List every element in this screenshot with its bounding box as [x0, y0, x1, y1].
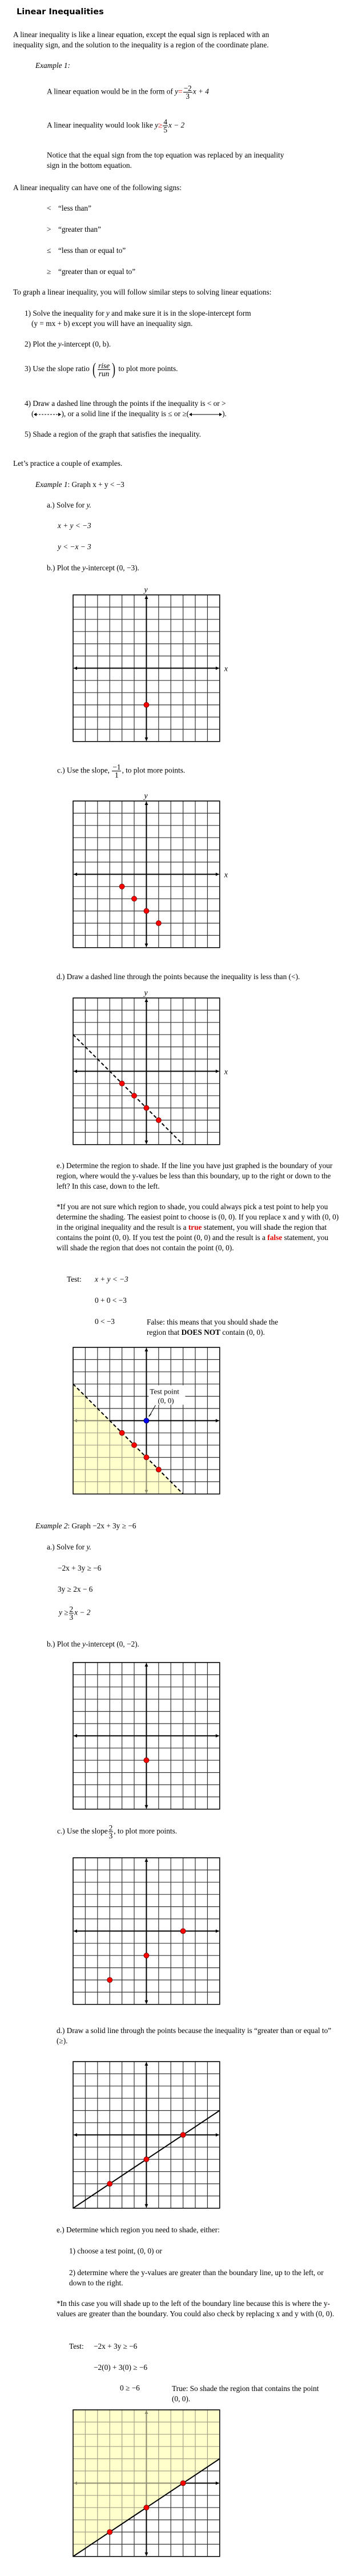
plotted-point	[132, 896, 137, 901]
x-axis-label: x	[224, 871, 228, 880]
equation-fraction	[183, 84, 192, 100]
y-axis-arrow-up-icon	[144, 1858, 148, 1862]
ex2-eq3-num: 2	[69, 1605, 74, 1613]
boundary-line	[73, 1035, 183, 1145]
ex2-step-a	[47, 1543, 91, 1552]
intro-paragraph: A linear inequality is like a linear equation, except the equal sign is replaced with an inequality sign, and the solution to the inequality is a region of the coordinate plane.	[13, 30, 270, 49]
y-axis-arrow-up-icon	[144, 1348, 148, 1351]
linear-inequality-example	[47, 118, 184, 134]
ex2-eq3-lhs: y ≥	[59, 1608, 69, 1617]
inequality-rest: x − 2	[168, 120, 185, 130]
step-3-text-a: 3) Use the slope ratio	[25, 364, 90, 373]
inequality-text: A linear inequality would look like	[47, 120, 153, 130]
step-1-text-b: and make sure it is in the slope-intercept form	[111, 309, 251, 317]
y-axis-arrow-down-icon	[144, 944, 148, 947]
equation-lhs: y	[175, 87, 179, 96]
x-axis-arrow-left-icon	[74, 2133, 77, 2136]
sign-meaning: “greater than or equal to”	[58, 267, 136, 276]
y-axis-arrow-up-icon	[144, 595, 148, 599]
ex1-test-line2: 0 + 0 < −3	[95, 1296, 127, 1305]
page-title: Linear Inequalities	[17, 7, 104, 17]
right-paren: )	[112, 360, 116, 379]
ex2-graph-shaded	[57, 2398, 246, 2570]
ex2-c-fraction	[108, 1824, 114, 1840]
ex1-test-result-c: contain (0, 0).	[222, 1328, 265, 1337]
ex2-option-1: 1) choose a test point, (0, 0) or	[69, 2247, 162, 2255]
plotted-point	[180, 1929, 186, 1934]
ex1-heading	[35, 480, 124, 489]
test-point-coords: (0, 0)	[158, 1396, 174, 1405]
test-point-label: Test point	[150, 1387, 179, 1396]
step-2-y: y	[58, 340, 62, 348]
sign-symbol: ≤	[47, 246, 51, 255]
step-4: 4) Draw a dashed line through the points if the inequality is < or > ( ), or a solid line if the inequality is ≤ or ≥( ).	[25, 399, 227, 418]
ex2-option-2: 2) determine where the y-values are greater than the boundary line, up to the left, or down to the right.	[69, 2268, 324, 2287]
ex2-test-line1: −2x + 3y ≥ −6	[94, 2342, 138, 2350]
plotted-point	[119, 1081, 124, 1086]
ex1-step-a	[47, 501, 91, 510]
ex2-step-b	[47, 1640, 139, 1649]
ex2-c-den: 3	[108, 1832, 113, 1840]
x-axis-arrow-right-icon	[216, 1929, 219, 1933]
ex1-test-result-b: DOES NOT	[181, 1328, 220, 1337]
ex2-test-line3: 0 ≥ −6	[120, 2384, 140, 2392]
dashed-line-arrow-icon	[34, 412, 61, 417]
ex1-c-label: c.) Use the slope,	[57, 766, 110, 775]
sign-symbol: <	[47, 204, 51, 212]
step-4-text-a: 4) Draw a dashed line through the points if the inequality is < or >	[25, 399, 226, 408]
ex2-eq1: −2x + 3y ≥ −6	[58, 1564, 102, 1572]
equation-sign: =	[178, 87, 183, 96]
left-paren: (	[92, 360, 96, 379]
x-axis-arrow-right-icon	[216, 1734, 219, 1737]
y-axis-label: y	[144, 586, 148, 594]
ex2-test-result: True: So shade the region that contains the point (0, 0).	[172, 2384, 319, 2403]
x-axis-arrow-left-icon	[74, 1069, 77, 1073]
y-axis-arrow-down-icon	[144, 1141, 148, 1144]
ex2-step-c	[57, 1824, 177, 1840]
step-2-text-b: -intercept (0, b).	[61, 340, 111, 348]
ex1-step-d: d.) Draw a dashed line through the points because the inequality is less than (<).	[57, 972, 300, 981]
ex1-note-b: statement, you will shade the region that contains the point (0, 0). If you test the point (0, 0) and the result is a	[57, 1223, 327, 1242]
ex1-a-y: y.	[86, 501, 91, 509]
ex2-graph-intercept	[57, 1651, 246, 1822]
equation-numerator: −2	[183, 84, 192, 92]
ex2-c-rest: , to plot more points.	[114, 1826, 178, 1836]
ex1-graph-intercept	[57, 583, 246, 755]
ex1-c-den: 1	[115, 771, 119, 779]
ex1-test-line3: 0 < −3	[95, 1317, 115, 1326]
plotted-point	[144, 1758, 149, 1763]
ex1-a-label: a.) Solve for	[47, 501, 85, 509]
plotted-point	[180, 2481, 186, 2486]
ex2-test-label: Test:	[69, 2342, 84, 2350]
ex1-b-y: y	[82, 564, 86, 572]
ex1-c-fraction	[112, 763, 121, 779]
notice-paragraph: Notice that the equal sign from the top equation was replaced by an inequality sign in the bottom equation.	[47, 151, 284, 170]
plotted-point	[156, 1467, 161, 1472]
inequality-numerator: 4	[163, 118, 167, 126]
inequality-denominator: 5	[163, 126, 167, 134]
inequality-sign: ≥	[158, 120, 163, 130]
plotted-point	[119, 884, 124, 889]
step-1-text-c: (y = mx + b) except you will have an inequality sign.	[31, 319, 193, 328]
equation-denominator: 3	[186, 92, 190, 100]
step-2	[25, 340, 111, 349]
step-1-text-a: 1) Solve the inequality for	[25, 309, 104, 317]
x-axis-arrow-right-icon	[216, 872, 219, 876]
sign-item	[47, 267, 135, 276]
ex1-test-result	[147, 1317, 284, 1338]
y-axis-label: y	[144, 989, 148, 997]
step-1-y: y	[106, 309, 110, 317]
plotted-point	[107, 2181, 112, 2187]
ex2-a-y: y.	[86, 1543, 91, 1551]
step-4-text-c: ).	[222, 409, 227, 418]
step-2-text-a: 2) Plot the	[25, 340, 57, 348]
practice-intro: Let’s practice a couple of examples.	[13, 459, 123, 468]
plotted-point	[132, 1093, 137, 1098]
x-axis-arrow-left-icon	[74, 666, 77, 670]
ex2-eq2: 3y ≥ 2x − 6	[58, 1585, 93, 1593]
plotted-point	[144, 702, 149, 707]
ex2-b-y: y	[82, 1640, 86, 1648]
y-axis-arrow-down-icon	[144, 2553, 148, 2556]
x-axis-arrow-right-icon	[216, 2481, 219, 2485]
ex2-a-label: a.) Solve for	[47, 1543, 85, 1551]
example-label: Example 1:	[35, 61, 70, 70]
plotted-point	[119, 1430, 124, 1435]
y-axis-arrow-up-icon	[144, 802, 148, 805]
ex1-graph-dashed	[57, 987, 246, 1158]
x-axis-arrow-right-icon	[216, 666, 219, 670]
ex2-eq3	[59, 1605, 90, 1621]
ex1-heading-eq: : Graph x + y < −3	[67, 480, 124, 489]
plotted-point	[107, 1978, 112, 1983]
plotted-point	[156, 921, 161, 926]
ex2-graph-slope	[57, 1846, 246, 2018]
y-axis-label: y	[144, 792, 148, 800]
ex2-c-label: c.) Use the slope	[57, 1826, 108, 1836]
sign-symbol: ≥	[47, 267, 51, 276]
ex1-graph-slope	[57, 790, 246, 961]
ex1-graph-shaded	[57, 1336, 246, 1507]
y-axis-arrow-up-icon	[144, 2062, 148, 2066]
x-axis-arrow-left-icon	[74, 1734, 77, 1737]
step-3	[25, 361, 178, 378]
sign-item	[47, 204, 91, 213]
ex1-b-rest: -intercept (0, −3).	[85, 564, 139, 572]
plotted-point	[156, 1118, 161, 1123]
plotted-point	[180, 2132, 186, 2138]
ex1-step-b	[47, 564, 139, 573]
ex2-label: Example 2	[35, 1522, 68, 1530]
ex2-test-line2: −2(0) + 3(0) ≥ −6	[94, 2363, 148, 2372]
sign-symbol: >	[47, 225, 51, 234]
inequality-fraction	[163, 118, 168, 134]
ex1-step-e: e.) Determine the region to shade. If the line you have just graphed is the boundary of your region, where would the y-values be less than this boundary, up to the right or down to the left? In this case, down to the left.	[57, 1161, 333, 1190]
ex2-step-d: d.) Draw a solid line through the points because the inequality is “greater than or equal to” (≥).	[57, 2026, 332, 2045]
x-axis-arrow-left-icon	[74, 1929, 77, 1933]
ex2-eq3-rest: x − 2	[74, 1608, 91, 1617]
plotted-point	[144, 1105, 149, 1110]
ex2-eq3-den: 3	[69, 1613, 74, 1621]
ex1-test-line1: x + y < −3	[95, 1275, 128, 1283]
x-axis-arrow-right-icon	[216, 1069, 219, 1073]
ex2-heading-eq: : Graph −2x + 3y ≥ −6	[67, 1522, 136, 1530]
inequality-lhs: y	[155, 120, 158, 130]
plotted-point	[132, 1443, 137, 1448]
y-axis-arrow-down-icon	[144, 2204, 148, 2208]
sign-item	[47, 246, 126, 255]
ex1-label: Example 1	[35, 480, 68, 489]
y-axis-arrow-up-icon	[144, 1663, 148, 1667]
equation-rest: x + 4	[192, 87, 209, 96]
ex1-note	[57, 1202, 342, 1253]
sign-meaning: “less than or equal to”	[58, 246, 126, 255]
ex1-test-label: Test:	[67, 1275, 82, 1283]
example-label-text: Example 1	[35, 61, 68, 70]
equation-text: A linear equation would be in the form of	[47, 87, 173, 96]
plotted-point	[144, 908, 149, 913]
x-axis-arrow-left-icon	[74, 872, 77, 876]
y-axis-arrow-up-icon	[144, 999, 148, 1002]
step-5: 5) Shade a region of the graph that satisfies the inequality.	[25, 430, 201, 438]
y-axis-arrow-down-icon	[144, 738, 148, 741]
linear-equation-example	[47, 84, 209, 100]
sign-meaning: “less than”	[58, 204, 91, 212]
solid-line-arrow-icon	[189, 412, 222, 417]
ex2-b-label: b.) Plot the	[47, 1640, 81, 1648]
y-axis-arrow-down-icon	[144, 1805, 148, 1809]
step-4-text-b: ), or a solid line if the inequality is ≤ or ≥	[61, 409, 187, 418]
x-axis-arrow-right-icon	[216, 1419, 219, 1422]
steps-intro: To graph a linear inequality, you will follow similar steps to solving linear equations:	[13, 288, 272, 296]
ex2-step-e: e.) Determine which region you need to shade, either:	[57, 2225, 220, 2234]
step-1	[25, 308, 264, 329]
ex1-eq2: y < −x − 3	[58, 542, 91, 551]
ex1-note-c: statement, you will shade the region that does not contain the point (0, 0).	[57, 1233, 329, 1252]
rise: rise	[98, 361, 110, 370]
plotted-point	[144, 1455, 149, 1460]
sign-item	[47, 225, 101, 234]
ex1-b-label: b.) Plot the	[47, 564, 81, 572]
ex1-eq1: x + y < −3	[58, 521, 91, 530]
ex2-note: *In this case you will shade up to the left of the boundary line because this is where the y-values are greater than the boundary. You could also check by replacing x and y with (0, 0).	[57, 2299, 335, 2318]
sign-meaning: “greater than”	[58, 225, 101, 234]
y-axis-arrow-down-icon	[144, 2001, 148, 2004]
ex2-eq3-fraction	[69, 1605, 74, 1621]
signs-intro: A linear inequality can have one of the following signs:	[13, 183, 182, 192]
ex2-graph-solid	[57, 2050, 246, 2221]
x-axis-arrow-right-icon	[216, 2133, 219, 2136]
x-axis-label: x	[224, 1068, 228, 1077]
ex2-b-rest: -intercept (0, −2).	[85, 1640, 139, 1648]
ex1-note-a: *If you are not sure which region to shade, you could always pick a test point to help you determine the shading. The easiest point to choose is (0, 0). If you replace x and y with (0, 0) in the original inequality and the result is a	[57, 1202, 339, 1231]
ex1-c-rest: , to plot more points.	[122, 766, 186, 775]
ex2-c-num: 2	[108, 1824, 113, 1832]
rise-run-fraction	[98, 362, 110, 377]
plotted-point	[144, 1953, 149, 1958]
ex1-note-true: true	[188, 1223, 202, 1231]
ex1-c-num: −1	[112, 763, 121, 771]
ex1-step-c	[57, 763, 185, 779]
plotted-point	[144, 2157, 149, 2162]
plotted-point	[144, 2505, 149, 2510]
test-point	[144, 1418, 149, 1423]
run: run	[98, 369, 110, 378]
ex1-note-false: false	[267, 1233, 283, 1242]
x-axis-label: x	[224, 665, 228, 674]
ex2-heading	[35, 1522, 136, 1531]
plotted-point	[107, 2530, 112, 2535]
step-3-text-b: to plot more points.	[118, 364, 178, 373]
ex1-test-result-a: False: this means that you should shade the region that	[147, 1318, 279, 1337]
